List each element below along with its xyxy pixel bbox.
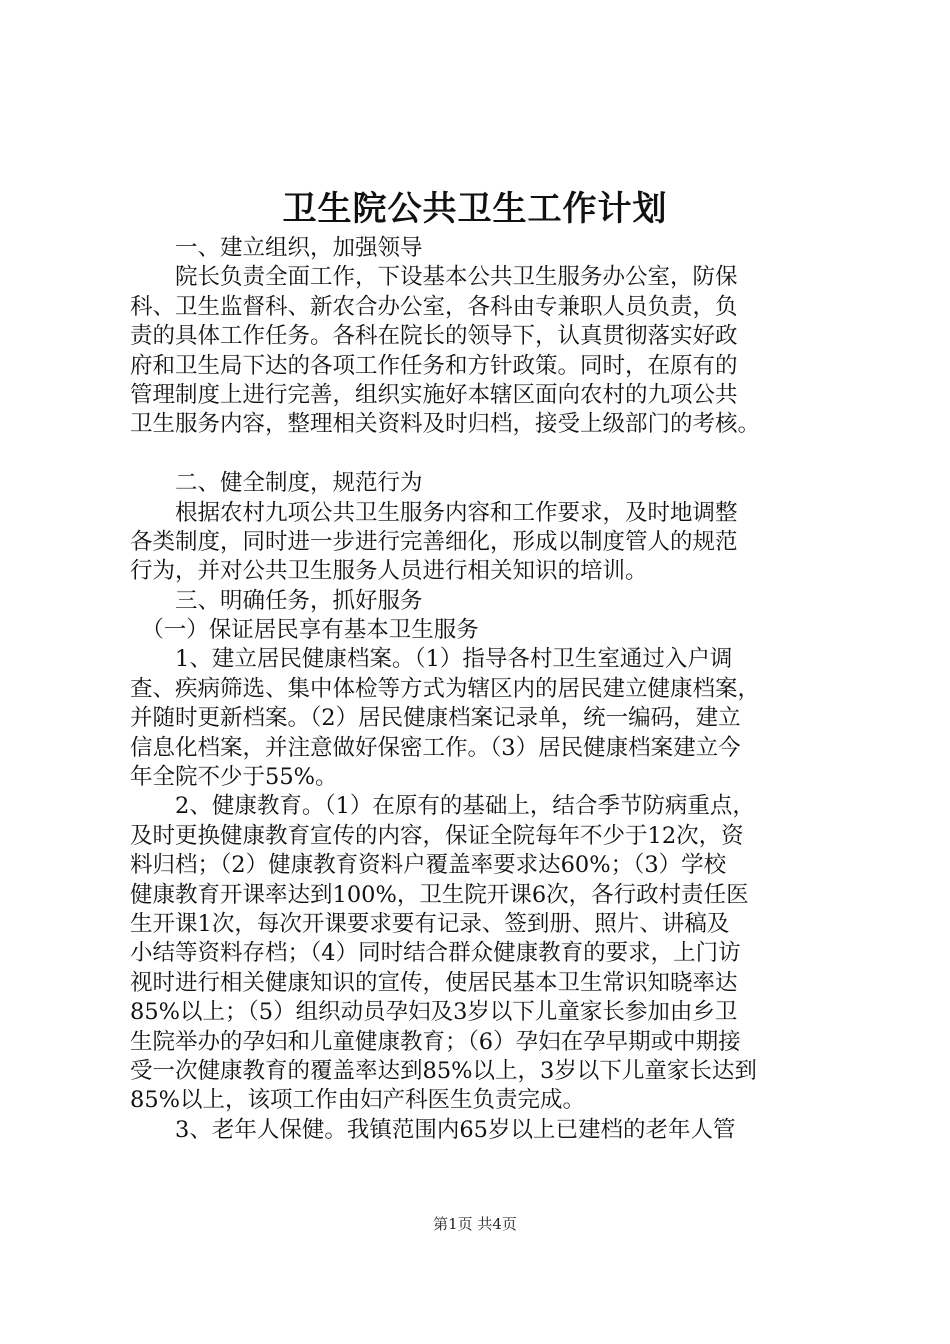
text-line: 查、疾病筛选、集中体检等方式为辖区内的居民建立健康档案， bbox=[130, 675, 761, 702]
text-line: 信息化档案，并注意做好保密工作。（3）居民健康档案建立今 bbox=[130, 734, 741, 761]
text-line: 受一次健康教育的覆盖率达到85%以上，3岁以下儿童家长达到 bbox=[130, 1057, 757, 1084]
text-line: 85%以上；（5）组织动员孕妇及3岁以下儿童家长参加由乡卫 bbox=[130, 999, 738, 1026]
text-line: 视时进行相关健康知识的宣传，使居民基本卫生常识知晓率达 bbox=[130, 969, 738, 996]
text-line: 并随时更新档案。（2）居民健康档案记录单，统一编码，建立 bbox=[130, 705, 741, 732]
text-line: 二、健全制度，规范行为 bbox=[130, 470, 423, 497]
text-line: 一、建立组织，加强领导 bbox=[130, 235, 423, 261]
text-line: 责的具体工作任务。各科在院长的领导下，认真贯彻落实好政 bbox=[130, 323, 738, 350]
text-line: 卫生服务内容，整理相关资料及时归档，接受上级部门的考核。 bbox=[130, 411, 761, 438]
page-footer: 第1页 共4页 bbox=[433, 1215, 517, 1233]
text-line: 三、明确任务，抓好服务 bbox=[130, 587, 423, 614]
text-line: 府和卫生局下达的各项工作任务和方针政策。同时，在原有的 bbox=[130, 352, 738, 379]
text-line: 管理制度上进行完善，组织实施好本辖区面向农村的九项公共 bbox=[130, 381, 738, 408]
text-line: （一）保证居民享有基本卫生服务 bbox=[130, 617, 479, 644]
document-title: 卫生院公共卫生工作计划 bbox=[282, 189, 668, 229]
text-line: 健康教育开课率达到100%，卫生院开课6次，各行政村责任医 bbox=[130, 881, 749, 908]
blank-line bbox=[130, 440, 830, 469]
text-line: 3、老年人保健。我镇范围内65岁以上已建档的老年人管 bbox=[130, 1116, 736, 1143]
text-line: 根据农村九项公共卫生服务内容和工作要求，及时地调整 bbox=[130, 499, 738, 526]
text-line: 行为，并对公共卫生服务人员进行相关知识的培训。 bbox=[130, 558, 648, 585]
text-line: 2、健康教育。（1）在原有的基础上，结合季节防病重点， bbox=[130, 793, 755, 820]
text-line: 生院举办的孕妇和儿童健康教育；（6）孕妇在孕早期或中期接 bbox=[130, 1028, 741, 1055]
text-line: 生开课1次，每次开课要求要有记录、签到册、照片、讲稿及 bbox=[130, 910, 730, 937]
text-line: 料归档；（2）健康教育资料户覆盖率要求达60%；（3）学校 bbox=[130, 852, 727, 879]
text-line: 小结等资料存档；（4）同时结合群众健康教育的要求，上门访 bbox=[130, 940, 741, 967]
text-line: 院长负责全面工作，下设基本公共卫生服务办公室，防保 bbox=[130, 264, 738, 291]
text-line: 1、建立居民健康档案。（1）指导各村卫生室通过入户调 bbox=[130, 646, 733, 673]
text-line: 85%以上，该项工作由妇产科医生负责完成。 bbox=[130, 1087, 586, 1114]
text-line: 各类制度，同时进一步进行完善细化，形成以制度管人的规范 bbox=[130, 528, 738, 555]
text-line: 年全院不少于55%。 bbox=[130, 764, 338, 791]
text-line: 及时更换健康教育宣传的内容，保证全院每年不少于12次，资 bbox=[130, 822, 744, 849]
document-body bbox=[130, 234, 830, 1145]
text-line: 科、卫生监督科、新农合办公室，各科由专兼职人员负责，负 bbox=[130, 293, 738, 320]
